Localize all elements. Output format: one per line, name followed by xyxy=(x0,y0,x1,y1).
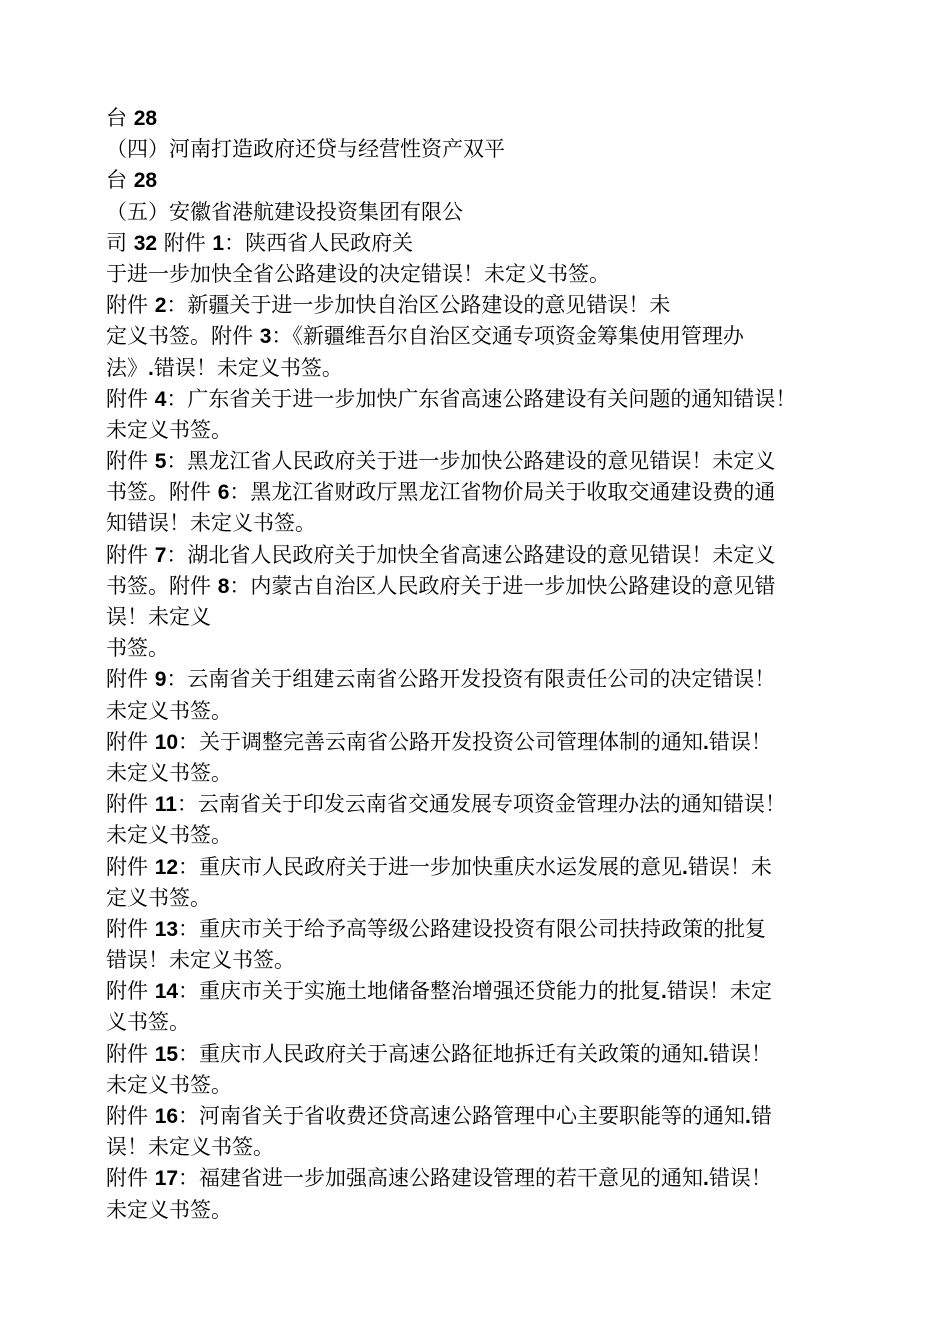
text-run: 附件 xyxy=(106,792,155,817)
text-line xyxy=(106,1195,866,1226)
text-run: 10 xyxy=(154,730,179,754)
text-run: ：黑龙江省人民政府关于进一步加快公路建设的意见错误！未定义 xyxy=(166,449,776,474)
text-line xyxy=(106,290,866,321)
text-line xyxy=(106,820,866,851)
text-line xyxy=(106,914,866,945)
text-run: 附件 xyxy=(106,386,155,411)
text-run: 附件 xyxy=(106,542,155,567)
text-run: . xyxy=(703,1042,709,1066)
text-run: 附件 xyxy=(106,854,155,879)
text-line xyxy=(106,758,866,789)
text-run: . xyxy=(745,1105,751,1128)
text-run: ：湖北省人民政府关于加快全省高速公路建设的意见错误！未定义 xyxy=(166,542,776,567)
text-run: 台 xyxy=(106,106,134,130)
text-run: ：福建省进一步加强高速公路建设管理的若干意见的通知 xyxy=(178,1166,704,1191)
text-run: 附件 xyxy=(157,230,213,255)
text-line xyxy=(106,1163,866,1194)
text-run: 16 xyxy=(154,1105,179,1128)
text-line xyxy=(106,602,866,633)
text-run: 3 xyxy=(259,325,272,349)
text-line xyxy=(106,508,866,539)
text-run: 14 xyxy=(154,980,179,1004)
text-run: （四）河南打造政府还贷与经营性资产双平 xyxy=(106,137,505,162)
text-run: 1 xyxy=(212,231,225,255)
text-run: 误！未定义 xyxy=(106,605,211,629)
text-line xyxy=(106,1070,866,1101)
text-run: ：新疆关于进一步加快自治区公路建设的意见错误！未 xyxy=(166,293,671,318)
text-run: . xyxy=(703,1167,709,1191)
document-body xyxy=(106,103,866,1226)
text-line xyxy=(106,384,866,415)
text-run: 错误！未 xyxy=(687,854,772,879)
text-run: 15 xyxy=(154,1042,179,1066)
text-run: 6 xyxy=(217,481,230,505)
text-line xyxy=(106,883,866,914)
text-line xyxy=(106,1101,866,1132)
text-run: 错误！ xyxy=(708,1166,772,1191)
text-run: 台 xyxy=(106,168,134,193)
text-run: . xyxy=(703,730,709,754)
text-line xyxy=(106,197,866,228)
text-run: 未定义书签。 xyxy=(106,417,232,442)
text-run: ：重庆市关于实施土地储备整治增强还贷能力的批复 xyxy=(178,979,662,1004)
text-run: 32 xyxy=(133,231,158,255)
text-run: 错误！未定 xyxy=(666,979,772,1004)
text-line xyxy=(106,945,866,976)
text-run: 附件 xyxy=(106,1041,155,1066)
text-run: 9 xyxy=(154,668,167,692)
text-run: 法》 xyxy=(106,355,148,380)
text-run: . xyxy=(682,855,688,879)
text-run: 书签。 xyxy=(106,636,169,661)
text-line xyxy=(106,228,866,259)
text-run: ：重庆市人民政府关于高速公路征地拆迁有关政策的通知 xyxy=(178,1041,704,1066)
text-run: 13 xyxy=(154,917,179,941)
text-run: 附件 xyxy=(106,1166,155,1191)
text-run: 司 xyxy=(106,230,134,255)
text-line xyxy=(106,852,866,883)
text-run: 错误！ xyxy=(708,1041,772,1066)
text-line xyxy=(106,165,866,196)
text-run: . xyxy=(148,356,154,380)
text-run: ：内蒙古自治区人民政府关于进一步加快公路建设的意见错 xyxy=(229,573,776,598)
text-line xyxy=(106,633,866,664)
text-line xyxy=(106,415,866,446)
text-run: 知错误！未定义书签。 xyxy=(106,511,316,536)
text-line xyxy=(106,477,866,508)
text-line xyxy=(106,696,866,727)
text-run: 未定义书签。 xyxy=(106,1197,232,1222)
text-line xyxy=(106,789,866,820)
text-line xyxy=(106,1132,866,1163)
text-run: 未定义书签。 xyxy=(106,698,232,723)
text-run: 8 xyxy=(217,574,230,598)
text-run: ：黑龙江省财政厅黑龙江省物价局关于收取交通建设费的通 xyxy=(229,480,776,505)
text-run: ：云南省关于印发云南省交通发展专项资金管理办法的通知错误！ xyxy=(176,792,786,817)
text-run: 附件 xyxy=(106,979,155,1004)
text-run: 4 xyxy=(154,387,167,411)
text-run: 未定义书签。 xyxy=(106,823,232,848)
text-run: 未定义书签。 xyxy=(106,760,232,785)
text-run: 附件 xyxy=(106,1104,155,1128)
text-run: ：关于调整完善云南省公路开发投资公司管理体制的通知 xyxy=(178,729,704,754)
text-run: 附件 xyxy=(106,916,155,941)
text-line xyxy=(106,571,866,602)
text-run: ：重庆市关于给予高等级公路建设投资有限公司扶持政策的批复 xyxy=(178,916,767,941)
text-run: 17 xyxy=(154,1167,179,1191)
text-run: 5 xyxy=(154,450,167,474)
text-run: 错 xyxy=(750,1104,772,1128)
text-run: 7 xyxy=(154,543,167,567)
text-run: 附件 xyxy=(106,729,155,754)
text-run: 于进一步加快全省公路建设的决定错误！未定义书签。 xyxy=(106,261,610,286)
text-run: 11 xyxy=(154,793,177,817)
text-line xyxy=(106,259,866,290)
text-line xyxy=(106,353,866,384)
text-run: 附件 xyxy=(106,449,155,474)
text-run: 错误！未定义书签。 xyxy=(153,355,343,380)
text-line xyxy=(106,103,866,134)
text-line xyxy=(106,134,866,165)
text-run: ：重庆市人民政府关于进一步加快重庆水运发展的意见 xyxy=(178,854,683,879)
text-line xyxy=(106,446,866,477)
text-run: ：广东省关于进一步加快广东省高速公路建设有关问题的通知错误！ xyxy=(166,386,797,411)
text-run: 错误！未定义书签。 xyxy=(106,948,295,973)
text-run: 附件 xyxy=(106,667,155,692)
text-line xyxy=(106,727,866,758)
text-run: 书签。附件 xyxy=(106,573,218,598)
text-run: 附件 xyxy=(106,293,155,318)
text-line xyxy=(106,976,866,1007)
text-line xyxy=(106,1007,866,1038)
text-run: 误！未定义书签。 xyxy=(106,1135,274,1160)
text-run: 28 xyxy=(133,107,158,130)
text-run: 义书签。 xyxy=(106,1010,190,1035)
text-line xyxy=(106,664,866,695)
text-run: 2 xyxy=(154,294,167,318)
text-line xyxy=(106,1039,866,1070)
text-run: . xyxy=(661,980,667,1004)
text-line xyxy=(106,321,866,352)
text-run: 未定义书签。 xyxy=(106,1072,232,1097)
text-run: 28 xyxy=(133,169,158,193)
text-run: ：陕西省人民政府关 xyxy=(224,230,414,255)
text-line xyxy=(106,540,866,571)
text-run: 书签。附件 xyxy=(106,480,218,505)
text-run: ：《新疆维吾尔自治区交通专项资金筹集使用管理办 xyxy=(271,324,744,349)
text-run: ：云南省关于组建云南省公路开发投资有限责任公司的决定错误！ xyxy=(166,667,776,692)
text-run: 12 xyxy=(154,855,179,879)
text-run: （五）安徽省港航建设投资集团有限公 xyxy=(106,199,463,224)
text-run: ：河南省关于省收费还贷高速公路管理中心主要职能等的通知 xyxy=(178,1104,746,1128)
text-run: 定义书签。 xyxy=(106,885,211,910)
text-run: 定义书签。附件 xyxy=(106,324,260,349)
text-run: 错误！ xyxy=(708,729,772,754)
